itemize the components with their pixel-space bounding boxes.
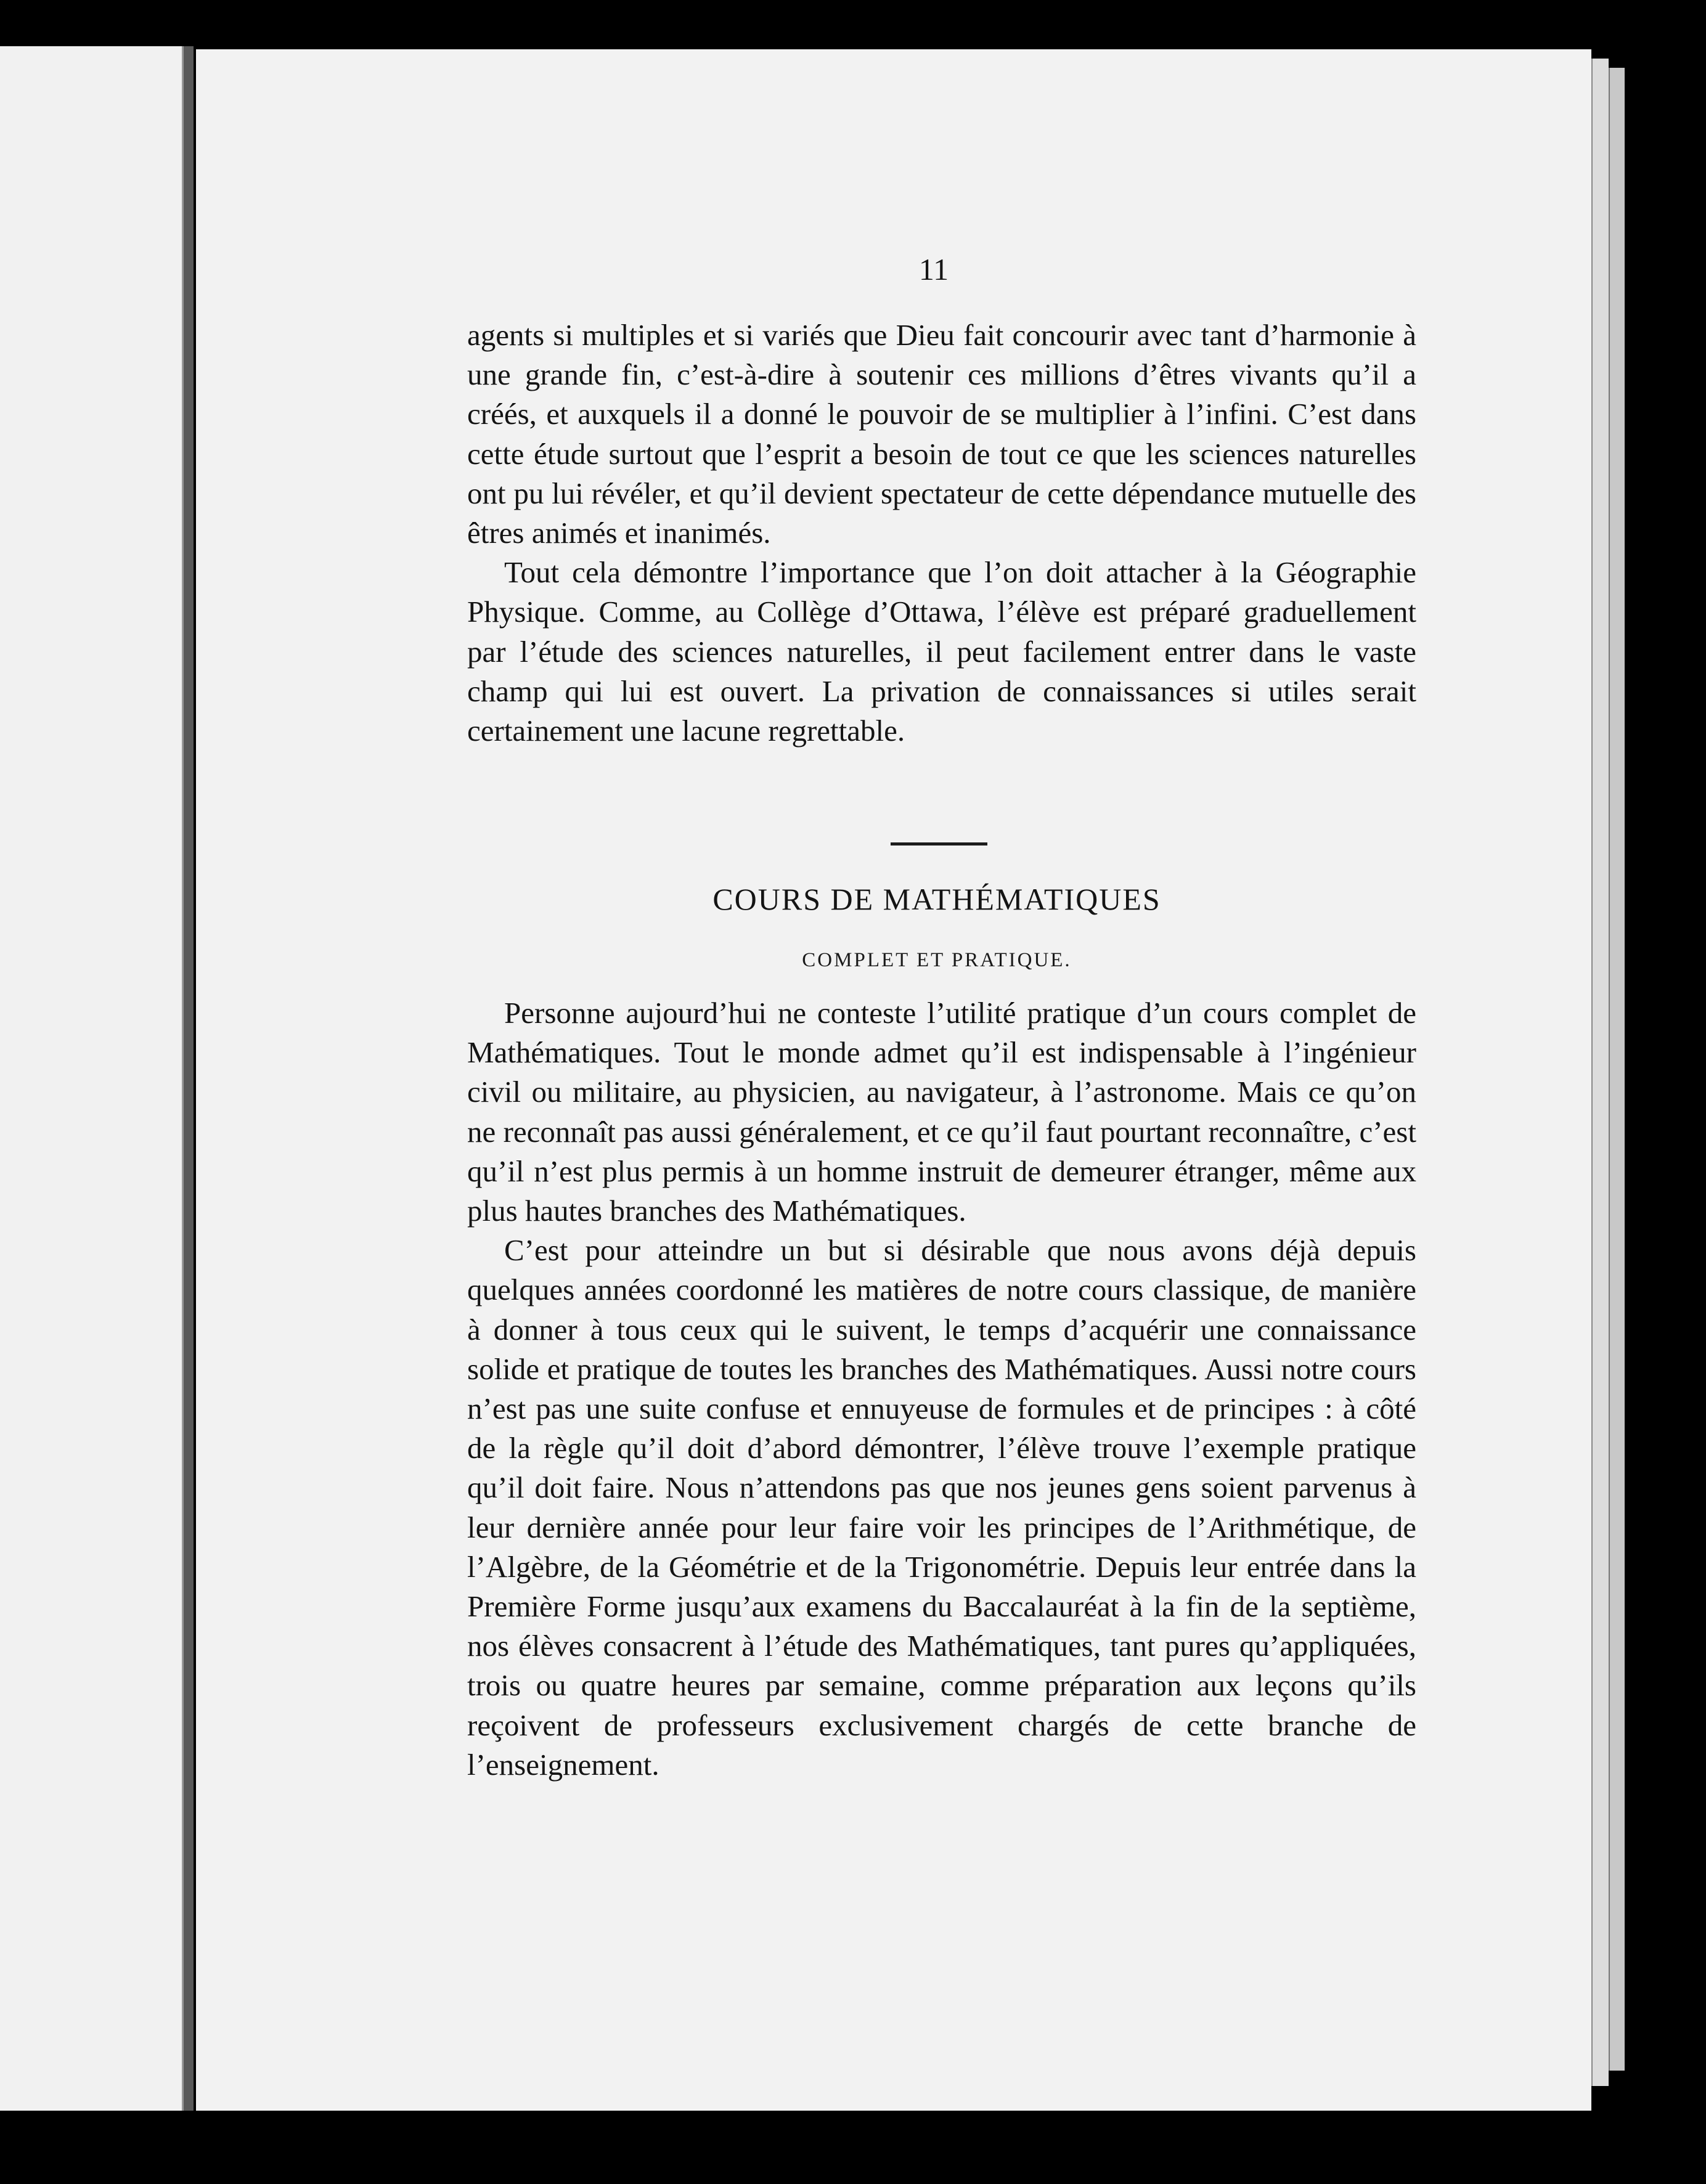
page-number: 11 xyxy=(918,252,949,287)
intro-paragraph-1: agents si multiples et si variés que Dieu fait concourir avec tant d’harmonie à une grande fin, c’est-à-dire à soutenir ces millions d’êtres vivants qu’il a créés, et auxquels il a donné le pouvoir de se multiplier à l’infini. C’est dans cette étude surtout que l’esprit a besoin de tout ce que les sciences naturelles ont pu lui révéler, et qu’il devient spectateur de cette dépendance mutuelle des êtres animés et inanimés. xyxy=(467,318,1416,550)
intro-paragraph-2: Tout cela démontre l’importance que l’on doit attacher à la Géographie Physique. Comme, au Collège d’Ottawa, l’élève est préparé graduellement par l’étude des sciences naturelles, il peut facilement entrer dans le vaste champ qui lui est ouvert. La privation de connaissances si utiles serait certainement une lacune regrettable. xyxy=(467,555,1416,748)
section-paragraph-1: Personne aujourd’hui ne conteste l’utilité pratique d’un cours complet de Mathématiques. Tout le monde admet qu’il est indispensable à l’ingénieur civil ou militaire, au physicien, au navigateur, à l’astronome. Mais ce qu’on ne reconnaît pas aussi généralement, et ce qu’il faut pourtant reconnaître, c’est qu’il n’est plus permis à un homme instruit de demeurer étranger, même aux plus hautes branches des Mathématiques. xyxy=(467,996,1416,1228)
section-text xyxy=(467,993,1416,1785)
section-title: COURS DE MATHÉMATIQUES xyxy=(712,882,1161,916)
book-gutter xyxy=(184,46,194,2111)
page-stack-edge xyxy=(1609,68,1625,2071)
section-divider xyxy=(891,842,987,845)
left-page-margin xyxy=(0,46,184,2111)
section-subtitle: COMPLET ET PRATIQUE. xyxy=(802,949,1072,971)
page-edge xyxy=(1591,59,1609,2086)
section-paragraph-2: C’est pour atteindre un but si désirable que nous avons déjà depuis quelques années coordonné les matières de notre cours classique, de manière à donner à tous ceux qui le suivent, le temps d’acquérir une connaissance solide et pratique de toutes les branches des Mathématiques. Aussi notre cours n’est pas une suite confuse et ennuyeuse de formules et de principes : à côté de la règle qu’il doit d’abord démontrer, l’élève trouve l’exemple pratique qu’il doit faire. Nous n’attendons pas que nos jeunes gens soient parvenus à leur dernière année pour leur faire voir les principes de l’Arithmétique, de l’Algèbre, de la Géométrie et de la Trigonométrie. Depuis leur entrée dans la Première Forme jusqu’aux examens du Baccalauréat à la fin de la septième, nos élèves consacrent à l’étude des Mathématiques, tant pures qu’appliquées, trois ou quatre heures par semaine, comme préparation aux leçons qu’ils reçoivent de professeurs exclusivement chargés de cette branche de l’enseignement. xyxy=(467,1233,1416,1782)
intro-text xyxy=(467,316,1416,751)
